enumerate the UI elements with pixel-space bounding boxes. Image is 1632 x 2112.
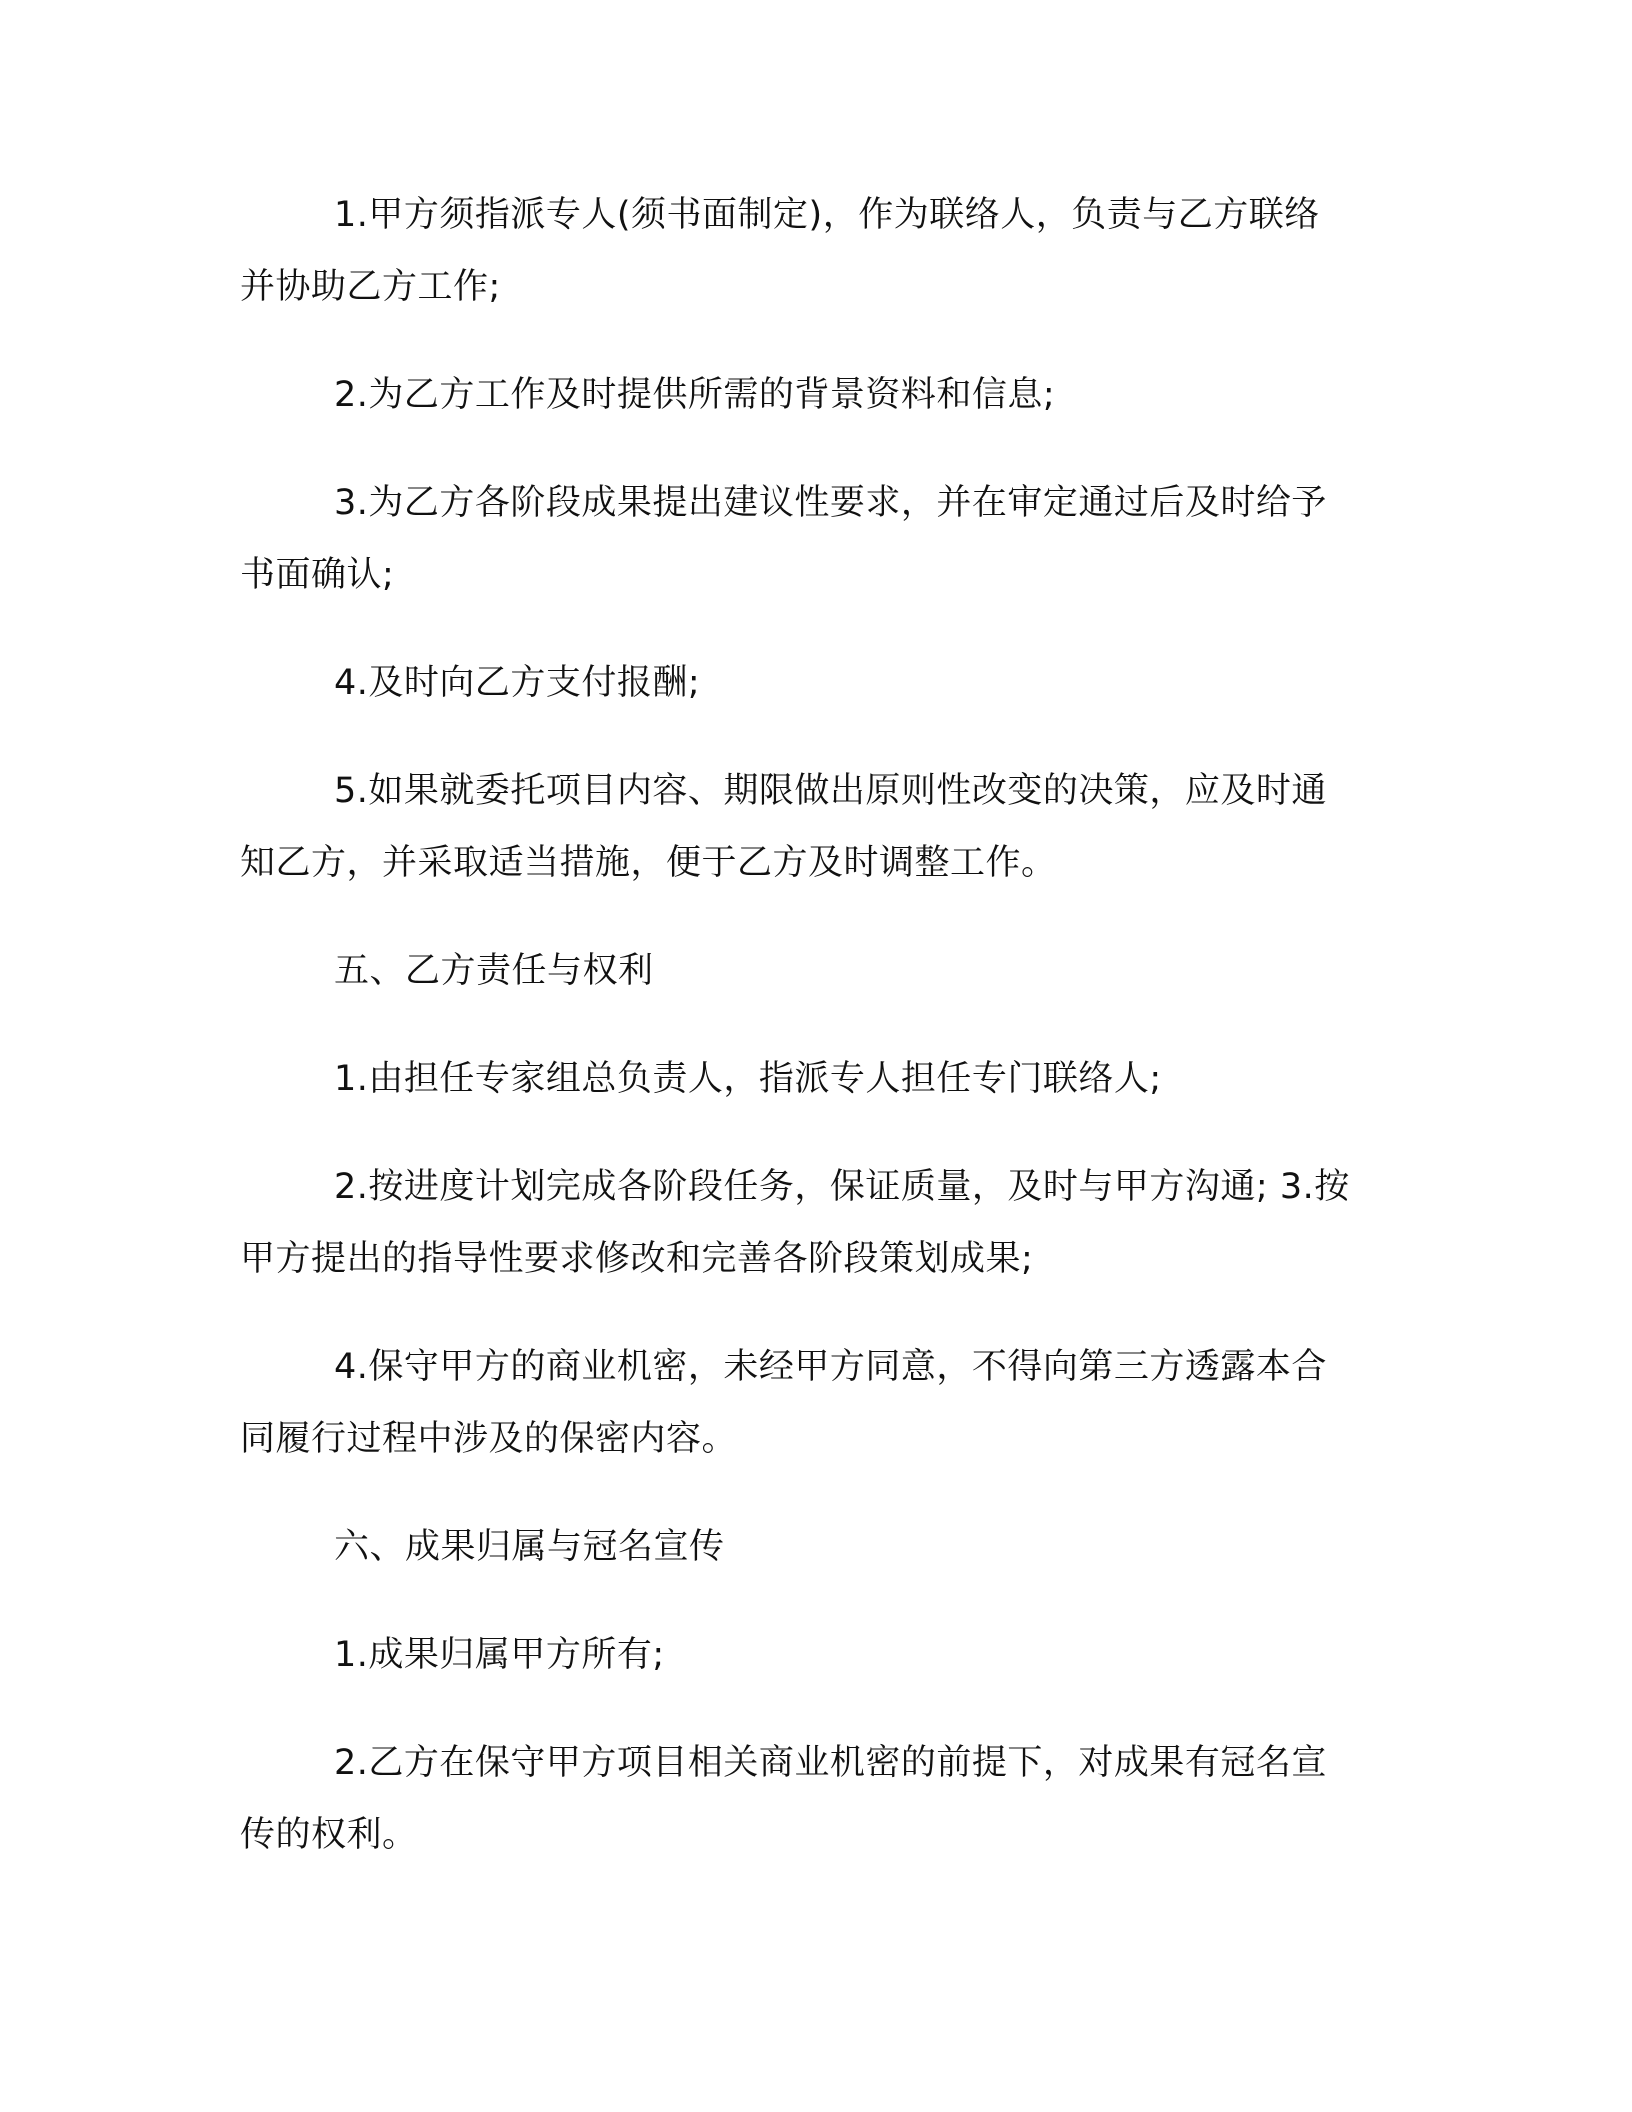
paragraph-3-line-2: 书面确认; (240, 555, 395, 595)
section-heading-6: 六、成果归属与冠名宣传 (334, 1527, 725, 1567)
paragraph-5-line-1: 5.如果就委托项目内容、期限做出原则性改变的决策，应及时通 (334, 771, 1327, 811)
paragraph-8-line-2: 同履行过程中涉及的保密内容。 (240, 1419, 738, 1459)
paragraph-4-line-1: 4.及时向乙方支付报酬; (334, 663, 701, 703)
paragraph-7-line-2: 甲方提出的指导性要求修改和完善各阶段策划成果; (240, 1239, 1034, 1279)
paragraph-1-line-1: 1.甲方须指派专人(须书面制定)，作为联络人，负责与乙方联络 (334, 195, 1320, 235)
section-heading-5: 五、乙方责任与权利 (334, 951, 654, 991)
paragraph-9-line-1: 1.成果归属甲方所有; (334, 1635, 665, 1675)
paragraph-1-line-2: 并协助乙方工作; (240, 267, 501, 307)
paragraph-10-line-2: 传的权利。 (240, 1815, 418, 1855)
paragraph-10-line-1: 2.乙方在保守甲方项目相关商业机密的前提下，对成果有冠名宣 (334, 1743, 1327, 1783)
paragraph-3-line-1: 3.为乙方各阶段成果提出建议性要求，并在审定通过后及时给予 (334, 483, 1327, 523)
paragraph-5-line-2: 知乙方，并采取适当措施，便于乙方及时调整工作。 (240, 843, 1057, 883)
paragraph-8-line-1: 4.保守甲方的商业机密，未经甲方同意，不得向第三方透露本合 (334, 1347, 1327, 1387)
paragraph-7-line-1: 2.按进度计划完成各阶段任务，保证质量，及时与甲方沟通; 3.按 (334, 1167, 1350, 1207)
paragraph-2-line-1: 2.为乙方工作及时提供所需的背景资料和信息; (334, 375, 1056, 415)
paragraph-6-line-1: 1.由担任专家组总负责人，指派专人担任专门联络人; (334, 1059, 1162, 1099)
